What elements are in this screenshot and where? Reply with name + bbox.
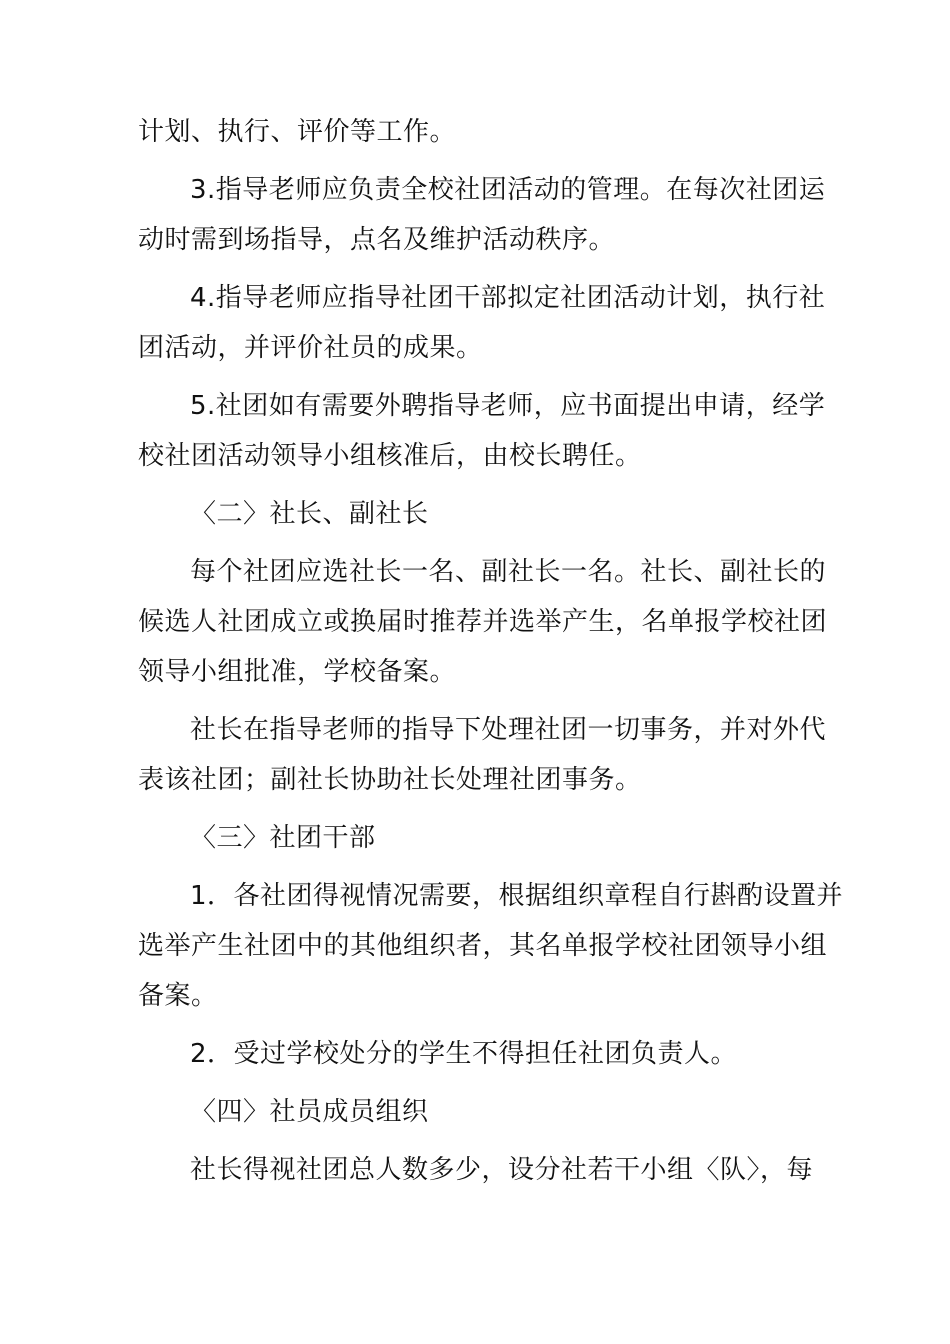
list-item-2: 2．受过学校处分的学生不得担任社团负责人。 <box>190 1039 738 1069</box>
text-line: 计划、执行、评价等工作。 <box>138 117 457 147</box>
text-line: 动时需到场指导，点名及维护活动秩序。 <box>138 225 616 255</box>
paragraph-line: 社长得视社团总人数多少，设分社若干小组〈队〉，每 <box>190 1155 814 1185</box>
text-line: 校社团活动领导小组核准后，由校长聘任。 <box>138 441 642 471</box>
list-item-3: 3.指导老师应负责全校社团活动的管理。在每次社团运 <box>190 175 826 205</box>
text-line: 表该社团；副社长协助社长处理社团事务。 <box>138 765 642 795</box>
paragraph-line: 社长在指导老师的指导下处理社团一切事务，并对外代 <box>190 715 827 745</box>
section-heading-4: 〈四〉社员成员组织 <box>190 1097 429 1127</box>
text-line: 团活动，并评价社员的成果。 <box>138 333 483 363</box>
list-item-5: 5.社团如有需要外聘指导老师，应书面提出申请，经学 <box>190 391 826 421</box>
list-item-4: 4.指导老师应指导社团干部拟定社团活动计划，执行社 <box>190 283 826 313</box>
text-line: 备案。 <box>138 981 218 1011</box>
section-heading-3: 〈三〉社团干部 <box>190 823 376 853</box>
list-item-1: 1．各社团得视情况需要，根据组织章程自行斟酌设置并 <box>190 881 844 911</box>
paragraph-line: 每个社团应选社长一名、副社长一名。社长、副社长的 <box>190 557 827 587</box>
section-heading-2: 〈二〉社长、副社长 <box>190 499 429 529</box>
text-line: 领导小组批准，学校备案。 <box>138 657 457 687</box>
text-line: 选举产生社团中的其他组织者，其名单报学校社团领导小组 <box>138 931 828 961</box>
text-line: 候选人社团成立或换届时推荐并选举产生，名单报学校社团 <box>138 607 828 637</box>
